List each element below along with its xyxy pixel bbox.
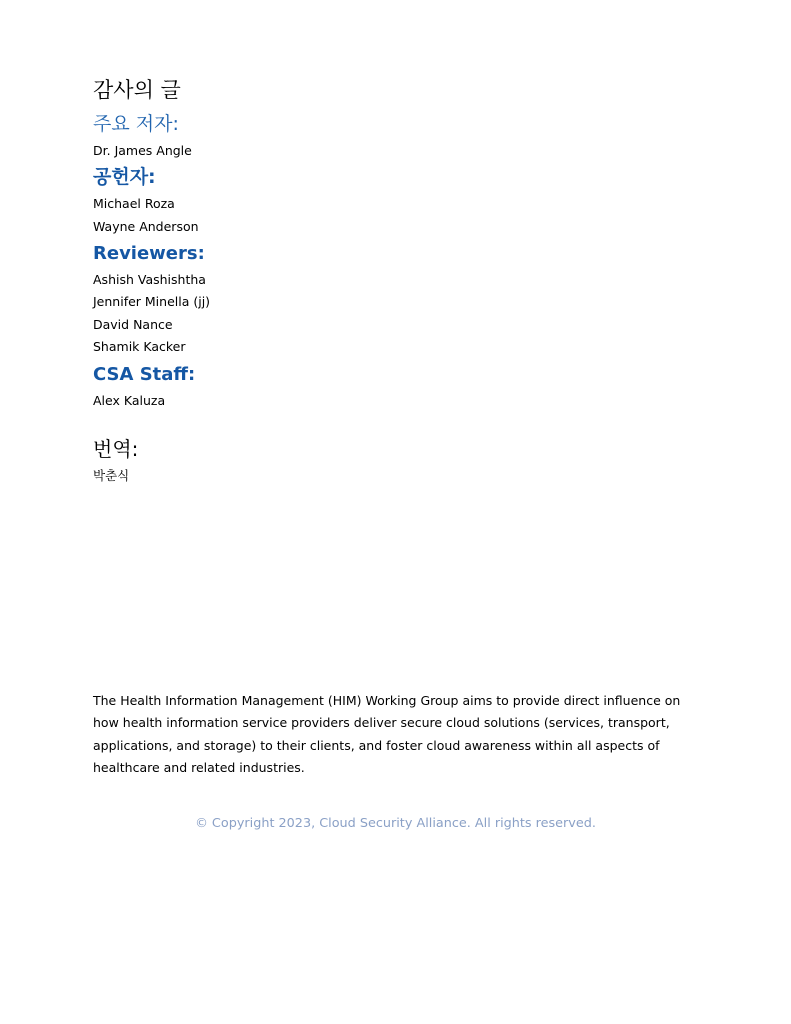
reviewer-name: Jennifer Minella (jj)	[93, 294, 211, 309]
contributors-heading: 공헌자:	[93, 166, 156, 188]
working-group-description: The Health Information Management (HIM) Working Group aims to provide direct influence on how health information service providers deliver secure cloud solutions (services, transport, applications, and storage) to their clients, and foster cloud awareness within all aspects of healthcare and related industries.	[93, 693, 681, 776]
csa-staff-heading: CSA Staff:	[93, 364, 196, 385]
reviewer-name: Ashish Vashishtha	[93, 272, 206, 287]
translation-heading: 번역:	[93, 437, 139, 461]
lead-author-name: Dr. James Angle	[93, 143, 192, 158]
contributor-name: Wayne Anderson	[93, 219, 199, 234]
reviewer-name: David Nance	[93, 317, 173, 332]
reviewer-name: Shamik Kacker	[93, 339, 186, 354]
contributor-name: Michael Roza	[93, 196, 175, 211]
csa-staff-name: Alex Kaluza	[93, 393, 166, 408]
copyright-notice: © Copyright 2023, Cloud Security Alliance. All rights reserved.	[195, 816, 596, 831]
translator-name: 박춘식	[93, 468, 130, 483]
lead-authors-heading: 주요 저자:	[93, 113, 179, 135]
page-title: 감사의 글	[93, 78, 181, 102]
reviewers-heading: Reviewers:	[93, 243, 205, 264]
